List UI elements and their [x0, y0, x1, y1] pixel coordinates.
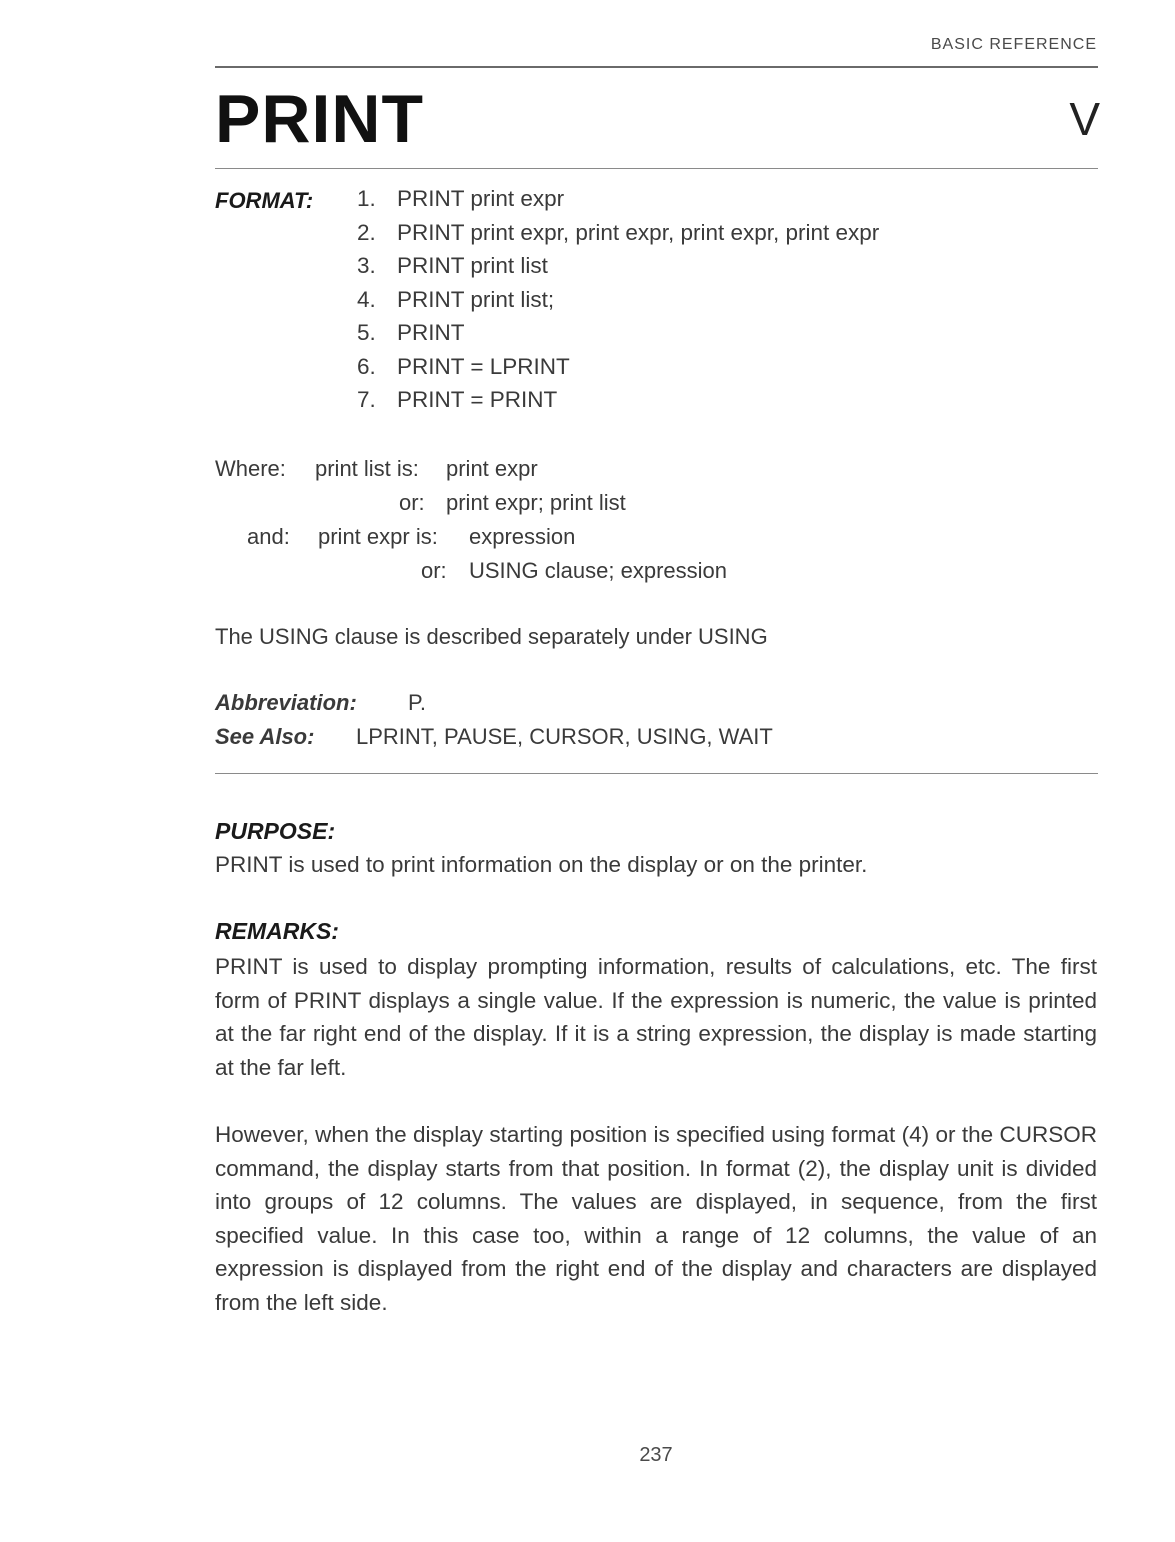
format-item — [357, 354, 879, 388]
remarks-paragraph-1: PRINT is used to display prompting information, results of calculations, etc. The first form of PRINT displays a single value. If the expression is numeric, the value is printed at the far right end of the display. If it is a string expression, the display is made starting at the far left. — [215, 954, 1097, 1080]
format-item-text: PRINT print expr, print expr, print expr, print expr — [397, 219, 880, 245]
running-head: BASIC REFERENCE — [930, 36, 1097, 53]
remarks-heading: REMARKS: — [215, 918, 339, 944]
abbreviation-label: Abbreviation: — [215, 690, 357, 715]
or-label-2: or: — [421, 558, 447, 583]
format-item-text: PRINT print expr — [397, 186, 565, 211]
page-number: 237 — [639, 1444, 673, 1466]
format-item-text: PRINT print list; — [397, 286, 555, 312]
format-item-text: PRINT = LPRINT — [397, 353, 570, 379]
where-label: Where: — [215, 456, 286, 481]
format-item-number: 2. — [357, 219, 376, 245]
top-rule — [215, 66, 1098, 68]
print-expr-is-label: print expr is: — [318, 524, 438, 549]
print-list-definition-2: print expr; print list — [446, 490, 626, 515]
format-item-number: 3. — [357, 253, 376, 278]
see-also-value: LPRINT, PAUSE, CURSOR, USING, WAIT — [356, 724, 773, 749]
format-list — [357, 186, 879, 421]
section-mark: V — [1069, 93, 1100, 145]
format-label: FORMAT: — [215, 188, 314, 213]
format-item-text: PRINT = PRINT — [397, 387, 558, 412]
title-rule — [215, 168, 1098, 169]
format-item-number: 5. — [357, 320, 376, 345]
see-also-label: See Also: — [215, 724, 315, 749]
and-label: and: — [247, 524, 290, 549]
format-item-text: PRINT print list — [397, 253, 548, 278]
format-item — [357, 253, 879, 287]
using-note: The USING clause is described separately under USING — [215, 624, 768, 649]
print-expr-definition-1: expression — [469, 524, 576, 549]
format-item — [357, 220, 879, 254]
format-item-number: 7. — [357, 387, 376, 412]
page-title: PRINT — [215, 81, 424, 157]
purpose-text: PRINT is used to print information on the display or on the printer. — [215, 852, 868, 877]
purpose-heading: PURPOSE: — [215, 818, 336, 844]
print-list-is-label: print list is: — [315, 456, 419, 481]
abbreviation-value: P. — [408, 690, 426, 715]
section-rule — [215, 773, 1098, 774]
format-item-text: PRINT — [397, 320, 465, 345]
format-item — [357, 320, 879, 354]
format-item — [357, 287, 879, 321]
format-item-number: 4. — [357, 286, 376, 312]
remarks-paragraph-2: However, when the display starting position is specified using format (4) or the CURSOR command, the display starts from that position. In format (2), the display unit is divided into groups of 12 columns. The values are displayed, in sequence, from the first specified value. In this case too, within a range of 12 columns, the value of an expression is displayed from the right end of the display and characters are displayed from the left side. — [215, 1122, 1097, 1315]
format-item — [357, 387, 879, 421]
print-list-definition-1: print expr — [446, 456, 538, 481]
print-expr-definition-2: USING clause; expression — [469, 558, 727, 583]
format-item-number: 6. — [357, 353, 376, 379]
or-label-1: or: — [399, 490, 425, 515]
format-item — [357, 186, 879, 220]
format-item-number: 1. — [357, 186, 376, 211]
